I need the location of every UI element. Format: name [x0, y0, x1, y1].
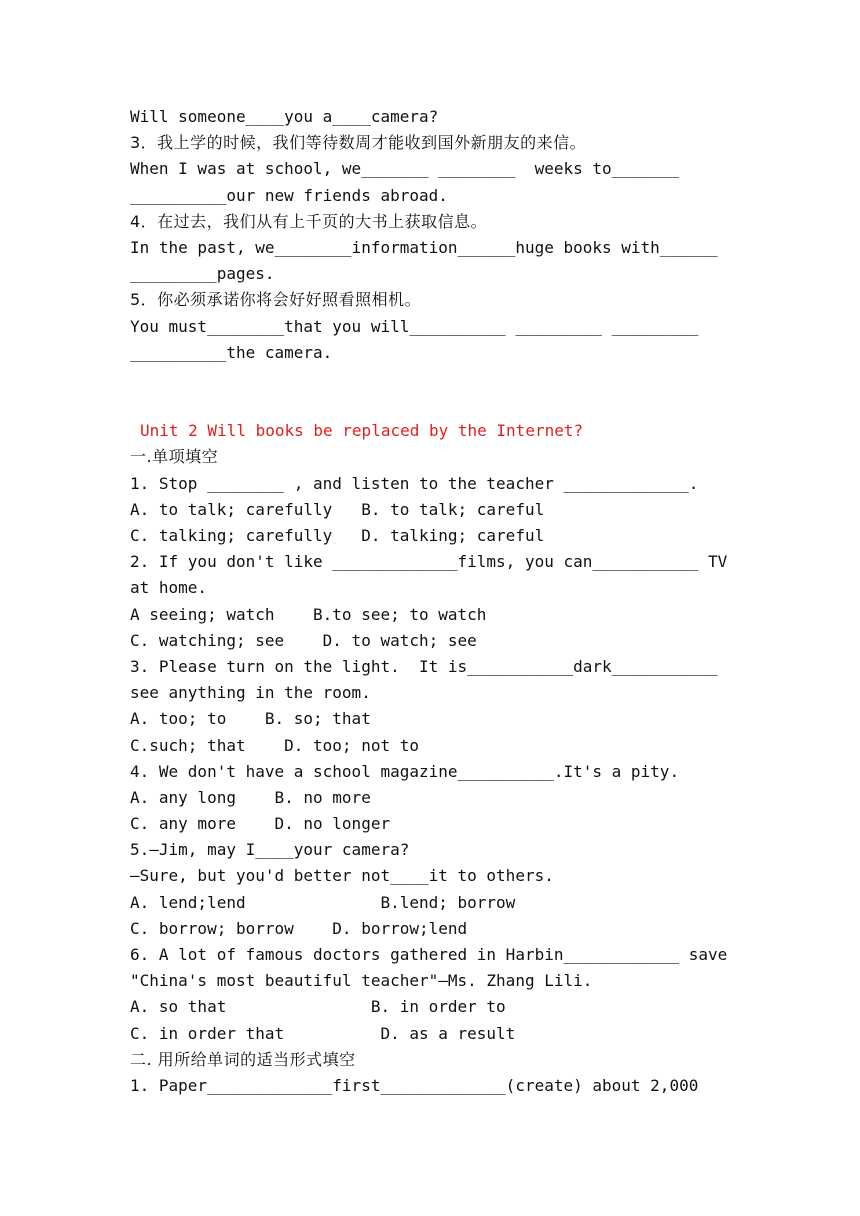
section-spacer	[130, 366, 730, 418]
text-line: When I was at school, we_______ ________ weeks to_______	[130, 159, 680, 179]
section-heading: 一.单项填空	[130, 447, 219, 467]
chinese-prompt-line: 5．你必须承诺你将会好好照看照相机。	[130, 290, 422, 310]
question-line: see anything in the room.	[130, 683, 371, 703]
top-section	[130, 104, 730, 366]
question-line: 4. We don't have a school magazine__________.It's a pity.	[130, 761, 680, 781]
section-heading: 二. 用所给单词的适当形式填空	[130, 1049, 356, 1069]
text-line: Will someone____you a____camera?	[130, 107, 439, 126]
question-line: 3. Please turn on the light. It is___________dark___________	[130, 656, 718, 676]
option-line: C. any more D. no longer	[130, 814, 391, 834]
text-line: _________pages.	[130, 264, 275, 284]
question-line: 1. Paper_____________first_____________(create) about 2,000	[130, 1075, 699, 1095]
option-line: A. so that B. in order to	[130, 997, 506, 1017]
option-line: A. to talk; carefully B. to talk; careful	[130, 499, 545, 519]
chinese-prompt-line: 4．在过去，我们从有上千页的大书上获取信息。	[130, 211, 488, 231]
question-line: 2. If you don't like _____________films, you can___________ TV	[130, 552, 728, 572]
option-line: A seeing; watch B.to see; to watch	[130, 604, 487, 624]
option-line: C.such; that D. too; not to	[130, 735, 419, 755]
word-form-section	[130, 1073, 730, 1099]
option-line: C. talking; carefully D. talking; careful	[130, 526, 545, 546]
question-line: at home.	[130, 578, 208, 598]
option-line: C. borrow; borrow D. borrow;lend	[130, 918, 468, 938]
chinese-prompt-line: 3．我上学的时候，我们等待数周才能收到国外新朋友的来信。	[130, 133, 587, 153]
question-line: 1. Stop ________ , and listen to the teacher _____________.	[130, 473, 699, 493]
worksheet-page	[130, 104, 730, 1099]
question-line: 6. A lot of famous doctors gathered in Harbin____________ save	[130, 945, 728, 965]
text-line: __________our new friends abroad.	[130, 185, 448, 205]
option-line: A. lend;lend B.lend; borrow	[130, 892, 516, 912]
question-line: "China's most beautiful teacher"—Ms. Zhang Lili.	[130, 971, 593, 991]
unit-title: Unit 2 Will books be replaced by the Internet?	[140, 421, 584, 441]
question-line: —Sure, but you'd better not____it to others.	[130, 866, 554, 886]
text-line: You must________that you will__________ _________ _________	[130, 316, 699, 336]
multiple-choice-section	[130, 471, 730, 1047]
option-line: A. too; to B. so; that	[130, 709, 371, 729]
question-line: 5.—Jim, may I____your camera?	[130, 840, 410, 860]
text-line: In the past, we________information______huge books with______	[130, 237, 718, 257]
option-line: C. watching; see D. to watch; see	[130, 630, 477, 650]
text-line: __________the camera.	[130, 342, 333, 362]
option-line: A. any long B. no more	[130, 787, 371, 807]
option-line: C. in order that D. as a result	[130, 1023, 516, 1043]
